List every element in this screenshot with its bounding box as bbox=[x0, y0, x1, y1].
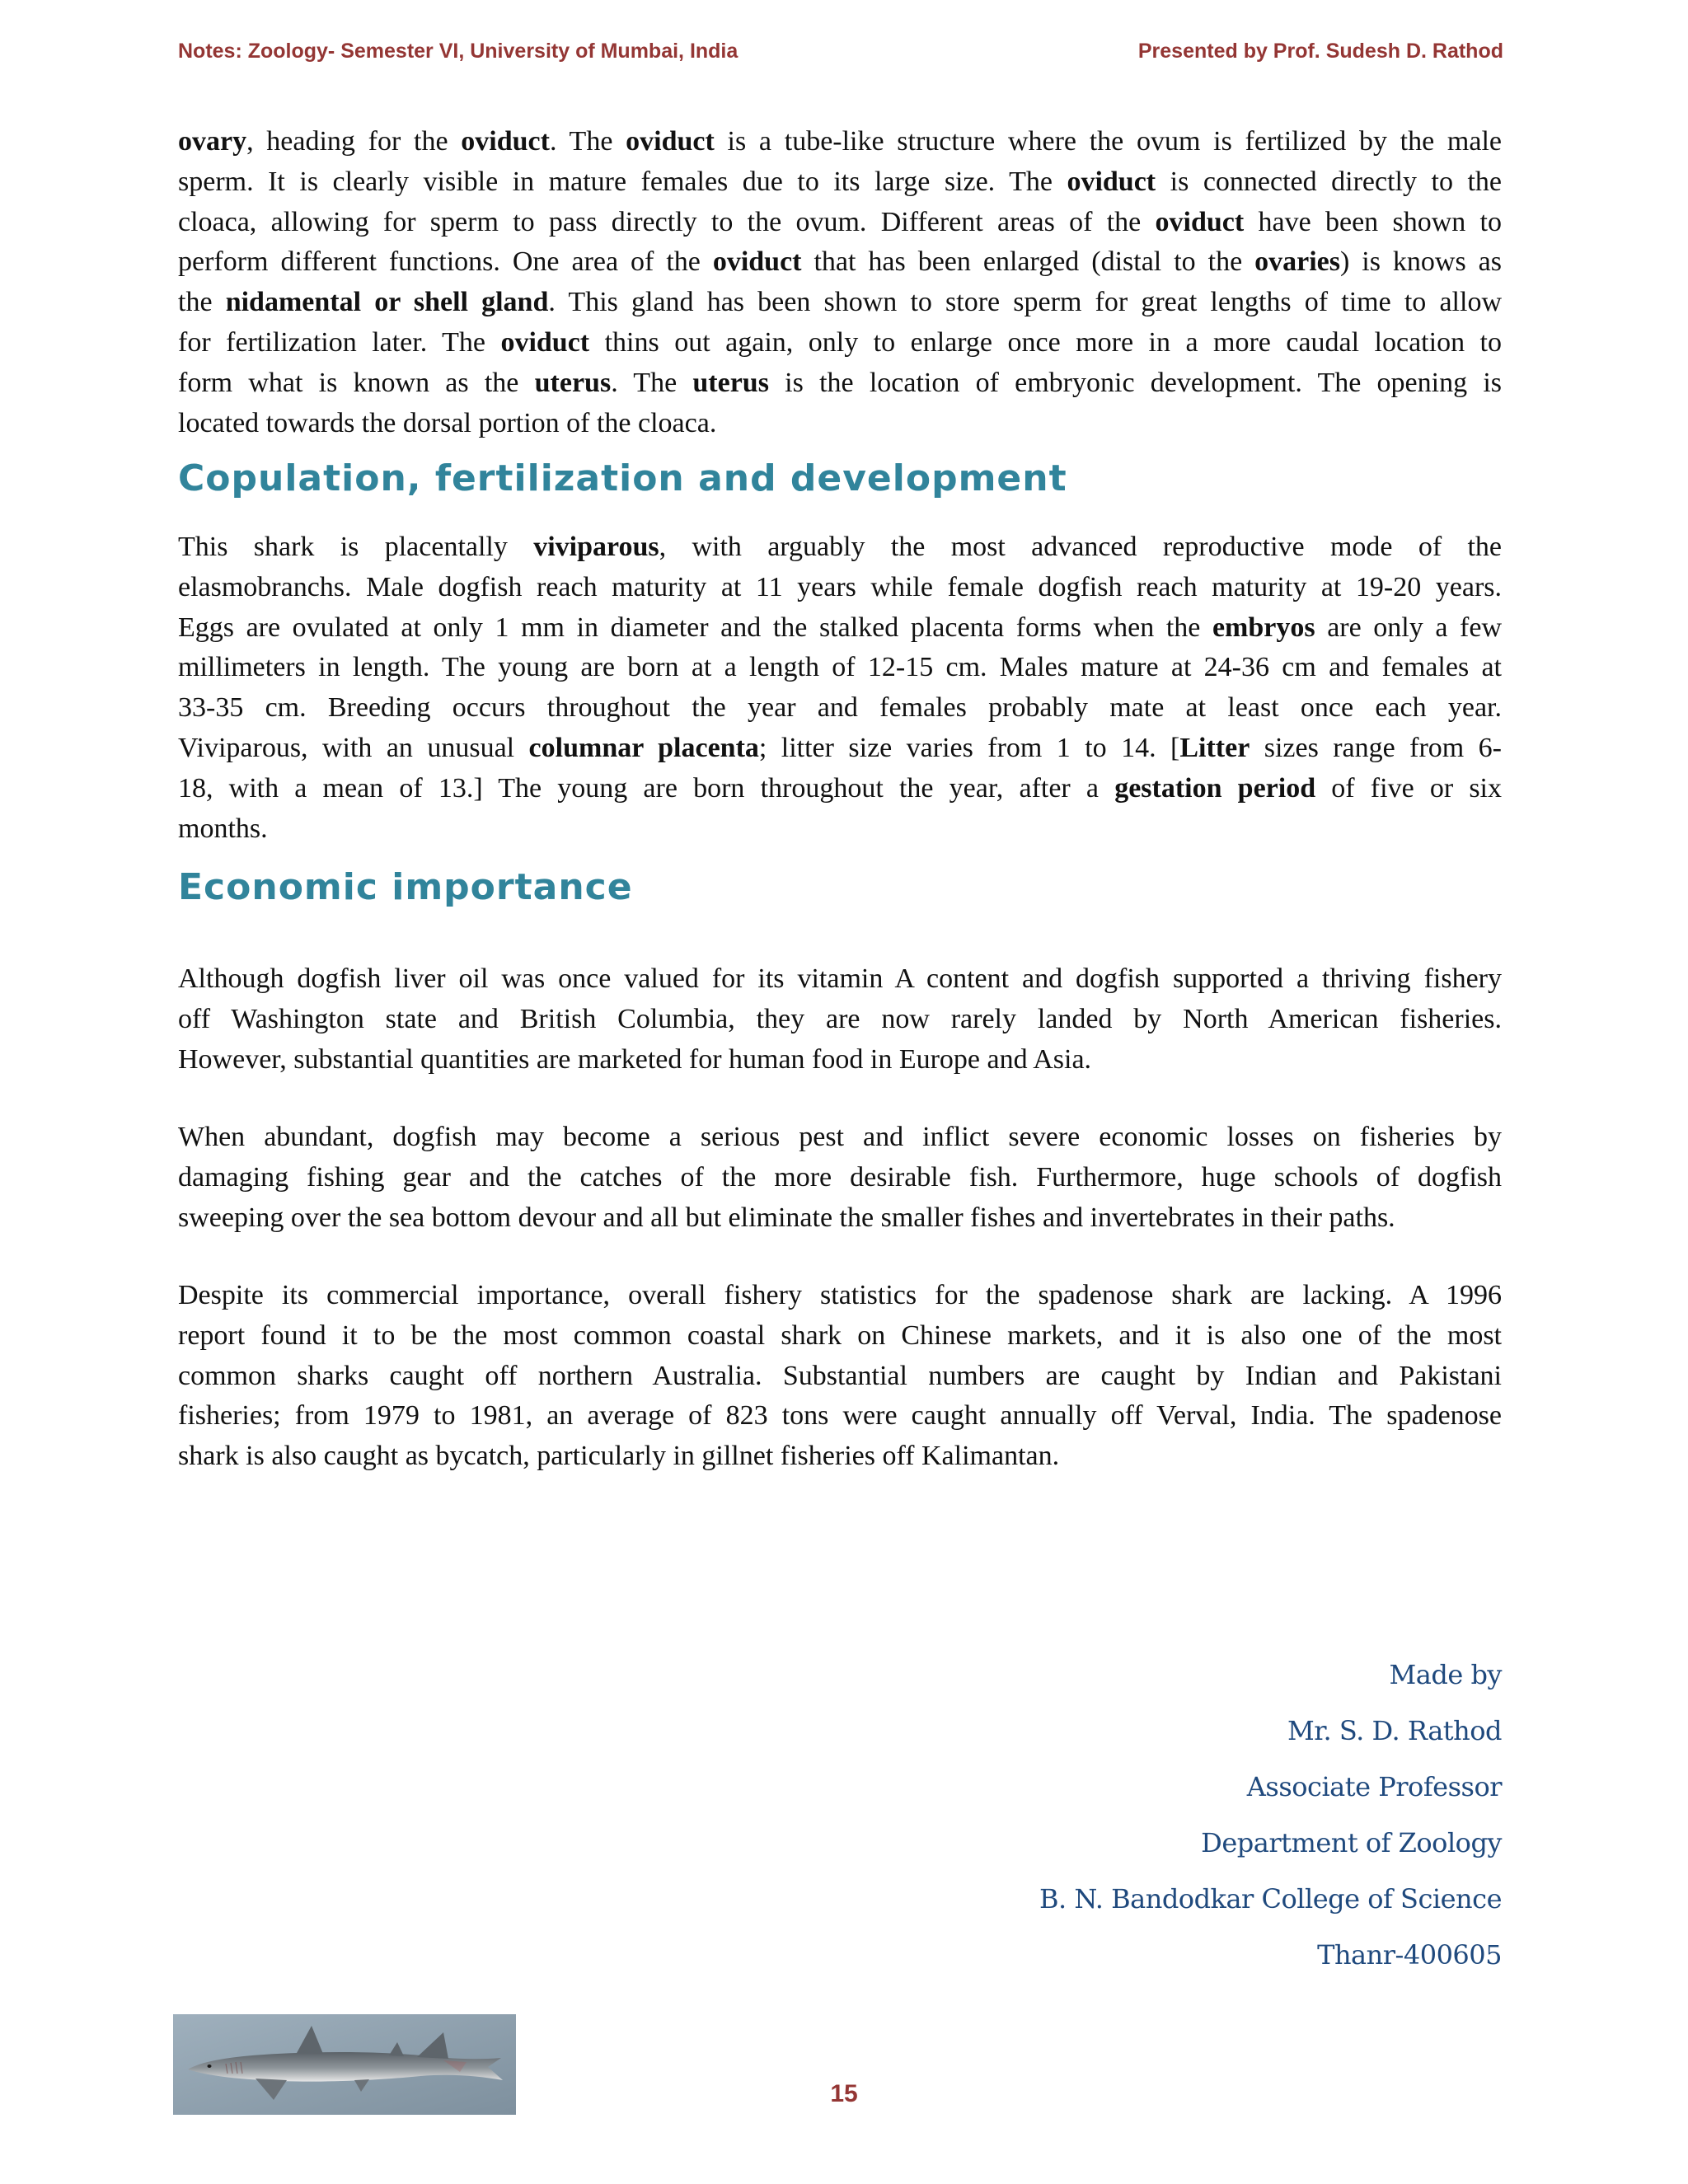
text-line: for fertilization later. The oviduct thins out again, only to enlarge once more in a more caudal location to bbox=[178, 326, 1502, 358]
header-course-title: Notes: Zoology- Semester VI, University of Mumbai, India bbox=[178, 40, 738, 63]
text-line: the nidamental or shell gland. This gland has been shown to store sperm for great lengths of time to allow bbox=[178, 287, 1502, 318]
text-line: located towards the dorsal portion of the cloaca. bbox=[178, 407, 717, 438]
text-line: This shark is placentally viviparous, with arguably the most advanced reproductive mode of the bbox=[178, 532, 1503, 562]
text-line: form what is known as the uterus. The uterus is the location of embryonic development. The opening is bbox=[178, 367, 1502, 398]
paragraph-copulation bbox=[178, 527, 1502, 849]
credit-made-by: Made by bbox=[1389, 1659, 1502, 1690]
text-line: months. bbox=[178, 813, 268, 844]
paragraph-economic-1 bbox=[178, 959, 1502, 1080]
text-line: sweeping over the sea bottom devour and all but eliminate the smaller fishes and invertebrates in their paths. bbox=[178, 1202, 1395, 1233]
section-heading-copulation: Copulation, fertilization and development bbox=[178, 457, 1067, 499]
text-line: common sharks caught off northern Australia. Substantial numbers are caught by Indian and Pakistani bbox=[178, 1360, 1502, 1391]
text-line: 18, with a mean of 13.] The young are born throughout the year, after a gestation period of five or six bbox=[178, 772, 1503, 804]
text-line: fisheries; from 1979 to 1981, an average of 823 tons were caught annually off Verval, India. The spadenose bbox=[178, 1400, 1502, 1432]
text-line: 33-35 cm. Breeding occurs throughout the year and females probably mate at least once each year. bbox=[178, 692, 1502, 724]
text-line: damaging fishing gear and the catches of the more desirable fish. Furthermore, huge schools of dogfish bbox=[178, 1161, 1502, 1193]
credit-department: Department of Zoology bbox=[1201, 1827, 1502, 1858]
page-number: 15 bbox=[830, 2080, 858, 2107]
text-line: perform different functions. One area of the oviduct that has been enlarged (distal to the ovaries) is knows as bbox=[178, 246, 1502, 278]
header-presenter: Presented by Prof. Sudesh D. Rathod bbox=[1137, 40, 1503, 63]
text-line: Eggs are ovulated at only 1 mm in diameter and the stalked placenta forms when the embryos are only a few bbox=[178, 612, 1502, 643]
page-header bbox=[178, 40, 1503, 73]
credit-designation: Associate Professor bbox=[1246, 1771, 1502, 1802]
text-line: millimeters in length. The young are born at a length of 12-15 cm. Males mature at 24-36 cm and females at bbox=[178, 652, 1502, 683]
text-line: elasmobranchs. Male dogfish reach maturity at 11 years while female dogfish reach maturity at 19-20 years. bbox=[178, 571, 1502, 602]
text-line: Viviparous, with an unusual columnar placenta; litter size varies from 1 to 14. [Litter sizes range from 6- bbox=[178, 732, 1502, 763]
text-line: Although dogfish liver oil was once valued for its vitamin A content and dogfish supported a thriving fishery bbox=[178, 963, 1502, 994]
credit-college: B. N. Bandodkar College of Science bbox=[1039, 1883, 1502, 1915]
text-line: shark is also caught as bycatch, particularly in gillnet fisheries off Kalimantan. bbox=[178, 1441, 1060, 1472]
paragraph-economic-2 bbox=[178, 1118, 1502, 1238]
text-line: However, substantial quantities are marketed for human food in Europe and Asia. bbox=[178, 1043, 1092, 1075]
paragraph-economic-3 bbox=[178, 1276, 1502, 1477]
credit-location: Thanr-400605 bbox=[1317, 1939, 1502, 1971]
paragraph-female-reproductive-tract bbox=[178, 122, 1502, 443]
text-line: report found it to be the most common coastal shark on Chinese markets, and it is also one of the most bbox=[178, 1319, 1502, 1351]
text-line: When abundant, dogfish may become a serious pest and inflict severe economic losses on fisheries by bbox=[178, 1122, 1502, 1152]
credit-author-name: Mr. S. D. Rathod bbox=[1287, 1715, 1502, 1746]
text-line: cloaca, allowing for sperm to pass directly to the ovum. Different areas of the oviduct have been shown to bbox=[178, 206, 1502, 237]
text-line: off Washington state and British Columbia, they are now rarely landed by North American fisheries. bbox=[178, 1003, 1502, 1034]
text-line: sperm. It is clearly visible in mature females due to its large size. The oviduct is connected directly to the bbox=[178, 166, 1502, 197]
text-line: ovary, heading for the oviduct. The oviduct is a tube-like structure where the ovum is fertilized by the male bbox=[178, 126, 1503, 157]
section-heading-economic-importance: Economic importance bbox=[178, 866, 633, 908]
author-credits bbox=[1039, 1647, 1502, 1983]
text-line: Despite its commercial importance, overall fishery statistics for the spadenose shark are lacking. A 1996 bbox=[178, 1280, 1502, 1310]
